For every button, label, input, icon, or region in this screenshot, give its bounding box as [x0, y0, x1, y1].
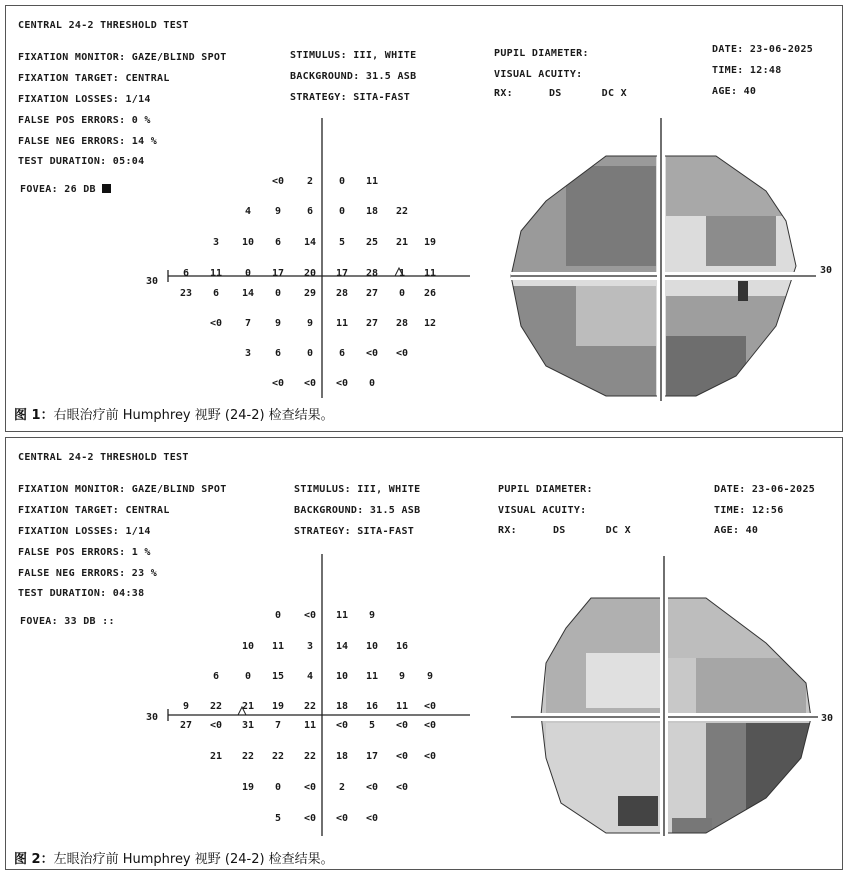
threshold-value: 14 [303, 237, 317, 248]
numeric-axes [146, 554, 470, 836]
false-pos-errors: FALSE POS ERRORS: 0 % [18, 115, 151, 126]
threshold-value: 6 [212, 671, 220, 682]
false-neg-errors: FALSE NEG ERRORS: 23 % [18, 568, 158, 579]
threshold-value: 6 [338, 348, 346, 359]
threshold-value: 17 [271, 268, 285, 279]
stimulus: STIMULUS: III, WHITE [290, 50, 417, 61]
test-duration: TEST DURATION: 04:38 [18, 588, 145, 599]
threshold-value: <0 [365, 348, 379, 359]
strategy: STRATEGY: SITA-FAST [294, 526, 415, 537]
axis-label-30: 30 [146, 276, 159, 287]
threshold-value: 20 [303, 268, 317, 279]
threshold-value: 6 [274, 348, 282, 359]
figure-2-panel [5, 437, 843, 870]
axis-label-30: 30 [146, 712, 159, 723]
threshold-value: 3 [244, 348, 252, 359]
figure-caption: 图 2：左眼治疗前 Humphrey 视野 (24-2) 检查结果。 [14, 852, 334, 867]
threshold-value: 2 [338, 782, 346, 793]
threshold-value: 0 [306, 348, 314, 359]
threshold-values [180, 610, 436, 824]
threshold-value: 7 [274, 720, 282, 731]
test-date: DATE: 23-06-2025 [714, 484, 816, 495]
threshold-value: <0 [395, 720, 409, 731]
pupil-diameter: PUPIL DIAMETER: [498, 484, 593, 495]
strategy: STRATEGY: SITA-FAST [290, 92, 411, 103]
threshold-value: 0 [368, 378, 376, 389]
threshold-value: 23 [179, 288, 193, 299]
threshold-value: 9 [368, 610, 376, 621]
threshold-value: 28 [395, 318, 409, 329]
test-time: TIME: 12:48 [712, 65, 782, 76]
threshold-value: 18 [335, 751, 349, 762]
threshold-value: 10 [241, 641, 255, 652]
threshold-value: 11 [395, 701, 409, 712]
threshold-value: 27 [365, 288, 379, 299]
threshold-value: <0 [395, 782, 409, 793]
threshold-value: 31 [241, 720, 255, 731]
threshold-value: 11 [335, 610, 349, 621]
threshold-value: 18 [365, 206, 379, 217]
threshold-value: 0 [244, 671, 252, 682]
visual-acuity: VISUAL ACUITY: [498, 505, 587, 516]
threshold-value: 9 [182, 701, 190, 712]
threshold-value: 19 [271, 701, 285, 712]
threshold-value: 11 [209, 268, 223, 279]
threshold-value: <0 [365, 782, 379, 793]
map-axis-label-30: 30 [821, 713, 834, 724]
map-axis-label-30: 30 [820, 265, 833, 276]
threshold-value: 17 [365, 751, 379, 762]
threshold-value: 6 [306, 206, 314, 217]
threshold-value: 19 [423, 237, 437, 248]
threshold-value: <0 [395, 751, 409, 762]
false-neg-errors: FALSE NEG ERRORS: 14 % [18, 136, 158, 147]
threshold-value: 3 [212, 237, 220, 248]
threshold-value: <0 [303, 378, 317, 389]
threshold-value: 0 [398, 288, 406, 299]
threshold-value: 6 [274, 237, 282, 248]
threshold-value: 21 [209, 751, 223, 762]
threshold-value: 9 [398, 671, 406, 682]
stimulus: STIMULUS: III, WHITE [294, 484, 421, 495]
threshold-value: 12 [423, 318, 437, 329]
threshold-value: <0 [335, 378, 349, 389]
threshold-value: <0 [271, 378, 285, 389]
figure-caption: 图 1：右眼治疗前 Humphrey 视野 (24-2) 检查结果。 [14, 408, 334, 423]
patient-age: AGE: 40 [712, 86, 757, 97]
threshold-value: <0 [271, 176, 285, 187]
threshold-value: <0 [423, 720, 437, 731]
threshold-value: 0 [244, 268, 252, 279]
threshold-value: 11 [365, 671, 379, 682]
threshold-value: 15 [271, 671, 285, 682]
threshold-value: 5 [338, 237, 346, 248]
threshold-value: <0 [303, 813, 317, 824]
threshold-value: 18 [335, 701, 349, 712]
threshold-value: 6 [212, 288, 220, 299]
threshold-value: 11 [365, 176, 379, 187]
threshold-value: 25 [365, 237, 379, 248]
fixation-losses: FIXATION LOSSES: 1/14 [18, 94, 151, 105]
patient-age: AGE: 40 [714, 525, 759, 536]
threshold-values [180, 176, 436, 389]
threshold-value: 22 [303, 701, 317, 712]
test-title: CENTRAL 24-2 THRESHOLD TEST [18, 452, 189, 463]
threshold-value: <0 [395, 348, 409, 359]
threshold-value: <0 [209, 318, 223, 329]
threshold-value: 5 [274, 813, 282, 824]
threshold-value: <0 [365, 813, 379, 824]
threshold-value: 9 [274, 318, 282, 329]
threshold-value: 11 [303, 720, 317, 731]
fixation-target: FIXATION TARGET: CENTRAL [18, 73, 170, 84]
threshold-value: 14 [335, 641, 349, 652]
test-duration: TEST DURATION: 05:04 [18, 156, 145, 167]
threshold-value: 0 [274, 610, 282, 621]
threshold-value: 1 [398, 268, 406, 279]
fovea-value: FOVEA: 33 DB :: [20, 616, 115, 627]
threshold-value: <0 [303, 610, 317, 621]
threshold-value: <0 [423, 751, 437, 762]
threshold-value: 11 [271, 641, 285, 652]
threshold-value: 28 [365, 268, 379, 279]
background: BACKGROUND: 31.5 ASB [294, 505, 421, 516]
rx-row: RX: DS DC X [494, 88, 627, 99]
visual-acuity: VISUAL ACUITY: [494, 69, 583, 80]
fixation-losses: FIXATION LOSSES: 1/14 [18, 526, 151, 537]
threshold-value: 0 [338, 206, 346, 217]
threshold-value: 16 [395, 641, 409, 652]
background: BACKGROUND: 31.5 ASB [290, 71, 417, 82]
threshold-value: 4 [306, 671, 314, 682]
threshold-value: 0 [338, 176, 346, 187]
threshold-value: <0 [335, 720, 349, 731]
threshold-value: 2 [306, 176, 314, 187]
threshold-value: 26 [423, 288, 437, 299]
threshold-plot [6, 6, 843, 432]
threshold-value: <0 [423, 701, 437, 712]
threshold-value: 9 [274, 206, 282, 217]
threshold-value: 27 [365, 318, 379, 329]
threshold-value: 28 [335, 288, 349, 299]
test-title: CENTRAL 24-2 THRESHOLD TEST [18, 20, 189, 31]
grayscale-field-map [511, 556, 833, 848]
fixation-monitor: FIXATION MONITOR: GAZE/BLIND SPOT [18, 484, 227, 495]
threshold-value: 21 [241, 701, 255, 712]
threshold-value: 19 [241, 782, 255, 793]
fixation-monitor: FIXATION MONITOR: GAZE/BLIND SPOT [18, 52, 227, 63]
threshold-value: 22 [209, 701, 223, 712]
threshold-value: 0 [274, 288, 282, 299]
fovea-value: FOVEA: 26 DB [20, 184, 111, 195]
threshold-value: 14 [241, 288, 255, 299]
threshold-value: 5 [368, 720, 376, 731]
threshold-value: 29 [303, 288, 317, 299]
threshold-value: 9 [426, 671, 434, 682]
threshold-value: <0 [303, 782, 317, 793]
test-time: TIME: 12:56 [714, 505, 784, 516]
threshold-value: <0 [335, 813, 349, 824]
threshold-value: 10 [365, 641, 379, 652]
threshold-value: 22 [395, 206, 409, 217]
test-date: DATE: 23-06-2025 [712, 44, 814, 55]
fixation-target: FIXATION TARGET: CENTRAL [18, 505, 170, 516]
threshold-value: 22 [241, 751, 255, 762]
threshold-value: 6 [182, 268, 190, 279]
threshold-value: 7 [244, 318, 252, 329]
threshold-value: 22 [303, 751, 317, 762]
threshold-value: 11 [335, 318, 349, 329]
figure-1-panel [5, 5, 843, 432]
threshold-value: 9 [306, 318, 314, 329]
pupil-diameter: PUPIL DIAMETER: [494, 48, 589, 59]
threshold-value: 10 [241, 237, 255, 248]
threshold-value: 22 [271, 751, 285, 762]
threshold-value: 11 [423, 268, 437, 279]
threshold-value: 3 [306, 641, 314, 652]
false-pos-errors: FALSE POS ERRORS: 1 % [18, 547, 151, 558]
rx-row: RX: DS DC X [498, 525, 631, 536]
threshold-value: 27 [179, 720, 193, 731]
grayscale-field-map [506, 118, 832, 406]
threshold-value: 17 [335, 268, 349, 279]
threshold-value: 4 [244, 206, 252, 217]
threshold-value: 10 [335, 671, 349, 682]
threshold-value: 0 [274, 782, 282, 793]
threshold-value: <0 [209, 720, 223, 731]
threshold-value: 21 [395, 237, 409, 248]
threshold-value: 16 [365, 701, 379, 712]
threshold-plot [6, 438, 843, 870]
